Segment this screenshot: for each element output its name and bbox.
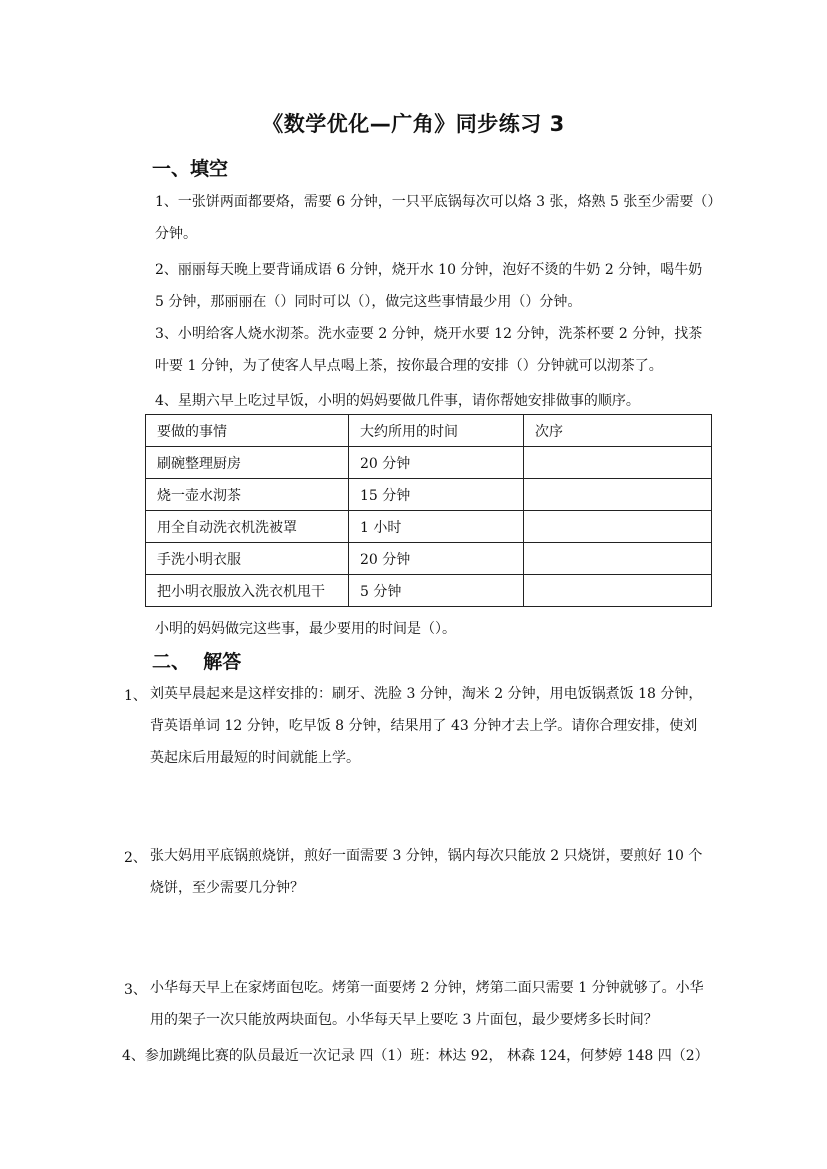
table-row bbox=[146, 447, 712, 479]
table-cell bbox=[524, 447, 712, 479]
table-cell: 把小明衣服放入洗衣机甩干 bbox=[146, 575, 349, 607]
table-header-cell: 次序 bbox=[524, 415, 712, 447]
schedule-table bbox=[145, 414, 712, 607]
table-cell: 用全自动洗衣机洗被罩 bbox=[146, 511, 349, 543]
table-header-row bbox=[146, 415, 712, 447]
question-1: 1、一张饼两面都要烙，需要 6 分钟，一只平底锅每次可以烙 3 张，烙熟 5 张至少需要（）分钟。 bbox=[155, 194, 715, 242]
table-header-cell: 大约所用的时间 bbox=[349, 415, 524, 447]
table-row bbox=[146, 543, 712, 575]
answer-1-number: 1、 bbox=[124, 688, 147, 704]
page-title: 《数学优化—广角》同步练习 3 bbox=[262, 112, 565, 136]
question-3: 3、小明给客人烧水沏茶。洗水壶要 2 分钟，烧开水要 12 分钟，洗茶杯要 2 分钟，找茶叶要 1 分钟，为了使客人早点喝上茶，按你最合理的安排（）分钟就可以沏茶了。 bbox=[155, 326, 703, 374]
table-row bbox=[146, 511, 712, 543]
section-heading-answer: 二、 解答 bbox=[152, 651, 242, 673]
question-2: 2、丽丽每天晚上要背诵成语 6 分钟，烧开水 10 分钟，泡好不烫的牛奶 2 分钟，喝牛奶 5 分钟，那丽丽在（）同时可以（），做完这些事情最少用（）分钟。 bbox=[155, 262, 703, 310]
table-cell bbox=[524, 543, 712, 575]
table-cell bbox=[524, 479, 712, 511]
answer-question-1: 刘英早晨起来是这样安排的：刷牙、洗脸 3 分钟，淘米 2 分钟，用电饭锅煮饭 18 分钟，背英语单词 12 分钟，吃早饭 8 分钟，结果用了 43 分钟才去上学。请你合理安排，使刘英起床后用最短的时间就能上学。 bbox=[150, 686, 703, 766]
table-cell: 刷碗整理厨房 bbox=[146, 447, 349, 479]
table-cell: 15 分钟 bbox=[349, 479, 524, 511]
table-cell: 1 小时 bbox=[349, 511, 524, 543]
table-cell bbox=[524, 511, 712, 543]
table-cell: 5 分钟 bbox=[349, 575, 524, 607]
table-cell: 烧一壶水沏茶 bbox=[146, 479, 349, 511]
after-table-text: 小明的妈妈做完这些事，最少要用的时间是（）。 bbox=[155, 621, 456, 637]
table-cell bbox=[524, 575, 712, 607]
answer-question-3: 小华每天早上在家烤面包吃。烤第一面要烤 2 分钟，烤第二面只需要 1 分钟就够了。小华用的架子一次只能放两块面包。小华每天早上要吃 3 片面包，最少要烤多长时间？ bbox=[150, 980, 704, 1028]
answer-2-number: 2、 bbox=[124, 850, 147, 866]
table-row bbox=[146, 479, 712, 511]
answer-question-4: 4、参加跳绳比赛的队员最近一次记录 四（1）班：林达 92， 林森 124，何梦婷 148 四（2） bbox=[122, 1048, 709, 1064]
answer-question-2: 张大妈用平底锅煎烧饼，煎好一面需要 3 分钟，锅内每次只能放 2 只烧饼，要煎好 10 个烧饼，至少需要几分钟？ bbox=[150, 848, 703, 896]
table-cell: 20 分钟 bbox=[349, 543, 524, 575]
table-cell: 20 分钟 bbox=[349, 447, 524, 479]
table-row bbox=[146, 575, 712, 607]
section-heading-fill-blank: 一、填空 bbox=[152, 158, 229, 180]
answer-3-number: 3、 bbox=[124, 982, 147, 998]
table-header-cell: 要做的事情 bbox=[146, 415, 349, 447]
table-cell: 手洗小明衣服 bbox=[146, 543, 349, 575]
question-4: 4、星期六早上吃过早饭，小明的妈妈要做几件事，请你帮她安排做事的顺序。 bbox=[155, 393, 640, 409]
